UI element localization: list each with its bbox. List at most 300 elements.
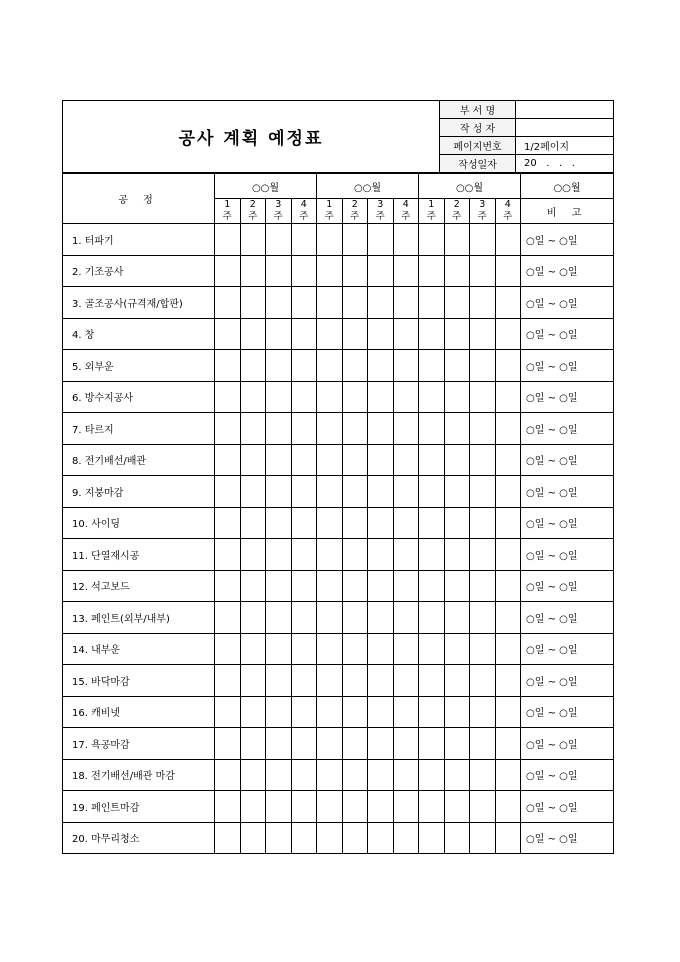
week-unit: 주 xyxy=(248,211,258,222)
week-cell[interactable] xyxy=(393,539,419,571)
task-note[interactable]: ○일 ~ ○일 xyxy=(521,413,614,445)
month-header: ○○월 xyxy=(317,173,419,199)
week-cell[interactable] xyxy=(393,822,419,854)
week-cell[interactable] xyxy=(291,507,317,539)
week-cell[interactable] xyxy=(317,255,343,287)
week-cell[interactable] xyxy=(444,728,470,760)
week-cell[interactable] xyxy=(419,728,445,760)
week-header xyxy=(495,199,521,224)
week-cell[interactable] xyxy=(368,287,394,319)
week-cell[interactable] xyxy=(495,224,521,256)
week-cell[interactable] xyxy=(368,570,394,602)
week-cell[interactable] xyxy=(317,602,343,634)
week-cell[interactable] xyxy=(368,791,394,823)
week-cell[interactable] xyxy=(470,507,496,539)
department-field[interactable] xyxy=(516,101,614,119)
task-note[interactable]: ○일 ~ ○일 xyxy=(521,255,614,287)
task-note[interactable]: ○일 ~ ○일 xyxy=(521,822,614,854)
week-cell[interactable] xyxy=(240,381,266,413)
page-number-label: 페이지번호 xyxy=(440,137,516,155)
week-cell[interactable] xyxy=(240,413,266,445)
week-cell[interactable] xyxy=(444,696,470,728)
table-row xyxy=(63,602,614,634)
week-cell[interactable] xyxy=(470,539,496,571)
table-row xyxy=(63,318,614,350)
week-cell[interactable] xyxy=(266,759,292,791)
week-cell[interactable] xyxy=(291,444,317,476)
week-cell[interactable] xyxy=(342,224,368,256)
page-number-field[interactable]: 1/2페이지 xyxy=(516,137,614,155)
week-cell[interactable] xyxy=(342,350,368,382)
week-cell[interactable] xyxy=(419,224,445,256)
week-cell[interactable] xyxy=(393,381,419,413)
week-cell[interactable] xyxy=(240,759,266,791)
week-cell[interactable] xyxy=(470,444,496,476)
week-cell[interactable] xyxy=(291,602,317,634)
week-cell[interactable] xyxy=(495,476,521,508)
week-cell[interactable] xyxy=(317,665,343,697)
week-cell[interactable] xyxy=(470,570,496,602)
week-cell[interactable] xyxy=(368,665,394,697)
week-header xyxy=(444,199,470,224)
week-cell[interactable] xyxy=(495,728,521,760)
week-cell[interactable] xyxy=(368,224,394,256)
table-row xyxy=(63,476,614,508)
week-cell[interactable] xyxy=(215,728,241,760)
week-header xyxy=(470,199,496,224)
week-cell[interactable] xyxy=(342,791,368,823)
week-cell[interactable] xyxy=(266,224,292,256)
week-cell[interactable] xyxy=(419,633,445,665)
week-cell[interactable] xyxy=(342,381,368,413)
week-cell[interactable] xyxy=(470,633,496,665)
week-cell[interactable] xyxy=(215,507,241,539)
week-cell[interactable] xyxy=(266,318,292,350)
week-cell[interactable] xyxy=(342,476,368,508)
week-cell[interactable] xyxy=(215,791,241,823)
week-cell[interactable] xyxy=(215,381,241,413)
week-cell[interactable] xyxy=(266,381,292,413)
week-cell[interactable] xyxy=(342,318,368,350)
week-cell[interactable] xyxy=(240,791,266,823)
table-row xyxy=(63,444,614,476)
week-cell[interactable] xyxy=(495,381,521,413)
task-note[interactable]: ○일 ~ ○일 xyxy=(521,476,614,508)
week-cell[interactable] xyxy=(240,318,266,350)
week-cell[interactable] xyxy=(470,791,496,823)
week-cell[interactable] xyxy=(444,444,470,476)
week-cell[interactable] xyxy=(240,255,266,287)
week-cell[interactable] xyxy=(317,476,343,508)
week-cell[interactable] xyxy=(495,822,521,854)
week-cell[interactable] xyxy=(444,665,470,697)
week-cell[interactable] xyxy=(291,696,317,728)
week-cell[interactable] xyxy=(393,728,419,760)
week-cell[interactable] xyxy=(393,507,419,539)
week-cell[interactable] xyxy=(419,381,445,413)
week-cell[interactable] xyxy=(240,444,266,476)
week-cell[interactable] xyxy=(317,350,343,382)
task-note[interactable]: ○일 ~ ○일 xyxy=(521,728,614,760)
week-cell[interactable] xyxy=(368,539,394,571)
week-unit: 주 xyxy=(401,211,411,222)
week-cell[interactable] xyxy=(266,791,292,823)
week-cell[interactable] xyxy=(342,444,368,476)
month-header: ○○월 xyxy=(419,173,521,199)
week-cell[interactable] xyxy=(317,728,343,760)
task-note[interactable]: ○일 ~ ○일 xyxy=(521,350,614,382)
week-cell[interactable] xyxy=(368,822,394,854)
week-cell[interactable] xyxy=(317,759,343,791)
task-note[interactable]: ○일 ~ ○일 xyxy=(521,570,614,602)
task-name: 4. 창 xyxy=(63,318,215,350)
week-cell[interactable] xyxy=(342,633,368,665)
week-cell[interactable] xyxy=(240,350,266,382)
week-cell[interactable] xyxy=(393,476,419,508)
week-cell[interactable] xyxy=(470,350,496,382)
week-cell[interactable] xyxy=(495,602,521,634)
week-cell[interactable] xyxy=(393,318,419,350)
week-cell[interactable] xyxy=(291,255,317,287)
week-cell[interactable] xyxy=(240,602,266,634)
week-cell[interactable] xyxy=(495,444,521,476)
table-row xyxy=(63,759,614,791)
week-cell[interactable] xyxy=(215,255,241,287)
week-cell[interactable] xyxy=(291,476,317,508)
week-cell[interactable] xyxy=(368,728,394,760)
week-number: 4 xyxy=(300,199,307,210)
week-cell[interactable] xyxy=(291,318,317,350)
week-cell[interactable] xyxy=(317,413,343,445)
task-note[interactable]: ○일 ~ ○일 xyxy=(521,224,614,256)
task-note[interactable]: ○일 ~ ○일 xyxy=(521,381,614,413)
week-cell[interactable] xyxy=(240,696,266,728)
week-cell[interactable] xyxy=(342,602,368,634)
task-note[interactable]: ○일 ~ ○일 xyxy=(521,602,614,634)
week-cell[interactable] xyxy=(495,665,521,697)
week-cell[interactable] xyxy=(495,759,521,791)
week-cell[interactable] xyxy=(444,822,470,854)
week-cell[interactable] xyxy=(291,791,317,823)
week-cell[interactable] xyxy=(215,696,241,728)
month-header: ○○월 xyxy=(215,173,317,199)
table-row xyxy=(63,633,614,665)
week-cell[interactable] xyxy=(444,791,470,823)
week-unit: 주 xyxy=(273,211,283,222)
week-cell[interactable] xyxy=(240,570,266,602)
task-name: 8. 전기배선/배관 xyxy=(63,444,215,476)
week-cell[interactable] xyxy=(393,665,419,697)
week-cell[interactable] xyxy=(317,318,343,350)
week-cell[interactable] xyxy=(215,350,241,382)
week-cell[interactable] xyxy=(266,539,292,571)
week-cell[interactable] xyxy=(495,539,521,571)
week-cell[interactable] xyxy=(368,350,394,382)
week-cell[interactable] xyxy=(215,224,241,256)
table-row xyxy=(63,413,614,445)
week-cell[interactable] xyxy=(215,665,241,697)
week-cell[interactable] xyxy=(215,287,241,319)
week-unit: 주 xyxy=(222,211,232,222)
week-cell[interactable] xyxy=(419,507,445,539)
week-cell[interactable] xyxy=(266,570,292,602)
week-number: 1 xyxy=(428,199,435,210)
task-note[interactable]: ○일 ~ ○일 xyxy=(521,633,614,665)
week-cell[interactable] xyxy=(291,822,317,854)
date-field[interactable]: 20 . . . xyxy=(516,155,614,173)
week-cell[interactable] xyxy=(266,602,292,634)
week-cell[interactable] xyxy=(240,476,266,508)
week-cell[interactable] xyxy=(470,822,496,854)
week-cell[interactable] xyxy=(266,507,292,539)
week-cell[interactable] xyxy=(444,476,470,508)
week-cell[interactable] xyxy=(215,602,241,634)
week-cell[interactable] xyxy=(215,570,241,602)
week-cell[interactable] xyxy=(444,413,470,445)
week-cell[interactable] xyxy=(342,822,368,854)
week-cell[interactable] xyxy=(342,413,368,445)
week-cell[interactable] xyxy=(368,507,394,539)
week-cell[interactable] xyxy=(470,602,496,634)
week-cell[interactable] xyxy=(495,507,521,539)
week-cell[interactable] xyxy=(368,476,394,508)
week-cell[interactable] xyxy=(240,665,266,697)
week-cell[interactable] xyxy=(317,696,343,728)
task-note[interactable]: ○일 ~ ○일 xyxy=(521,444,614,476)
week-cell[interactable] xyxy=(419,791,445,823)
week-cell[interactable] xyxy=(240,633,266,665)
week-cell[interactable] xyxy=(240,822,266,854)
week-cell[interactable] xyxy=(342,665,368,697)
week-cell[interactable] xyxy=(342,507,368,539)
week-cell[interactable] xyxy=(444,759,470,791)
week-cell[interactable] xyxy=(266,413,292,445)
week-cell[interactable] xyxy=(266,350,292,382)
week-cell[interactable] xyxy=(495,791,521,823)
week-cell[interactable] xyxy=(240,507,266,539)
week-cell[interactable] xyxy=(470,696,496,728)
week-cell[interactable] xyxy=(470,413,496,445)
week-cell[interactable] xyxy=(495,696,521,728)
week-cell[interactable] xyxy=(444,507,470,539)
week-cell[interactable] xyxy=(317,822,343,854)
week-cell[interactable] xyxy=(317,444,343,476)
week-cell[interactable] xyxy=(419,255,445,287)
week-cell[interactable] xyxy=(317,287,343,319)
week-cell[interactable] xyxy=(368,759,394,791)
week-cell[interactable] xyxy=(419,570,445,602)
week-cell[interactable] xyxy=(444,287,470,319)
week-cell[interactable] xyxy=(342,287,368,319)
week-cell[interactable] xyxy=(368,444,394,476)
week-cell[interactable] xyxy=(215,413,241,445)
week-cell[interactable] xyxy=(419,602,445,634)
week-cell[interactable] xyxy=(444,539,470,571)
week-cell[interactable] xyxy=(266,822,292,854)
week-cell[interactable] xyxy=(393,413,419,445)
week-cell[interactable] xyxy=(470,318,496,350)
task-note[interactable]: ○일 ~ ○일 xyxy=(521,791,614,823)
week-cell[interactable] xyxy=(291,728,317,760)
week-cell[interactable] xyxy=(393,570,419,602)
week-cell[interactable] xyxy=(393,350,419,382)
week-cell[interactable] xyxy=(215,633,241,665)
week-cell[interactable] xyxy=(317,224,343,256)
week-cell[interactable] xyxy=(419,822,445,854)
week-number: 1 xyxy=(224,199,231,210)
week-cell[interactable] xyxy=(291,539,317,571)
week-cell[interactable] xyxy=(368,633,394,665)
week-cell[interactable] xyxy=(266,728,292,760)
week-cell[interactable] xyxy=(215,476,241,508)
week-cell[interactable] xyxy=(368,413,394,445)
week-cell[interactable] xyxy=(444,318,470,350)
week-cell[interactable] xyxy=(393,255,419,287)
week-cell[interactable] xyxy=(393,602,419,634)
week-cell[interactable] xyxy=(368,696,394,728)
week-cell[interactable] xyxy=(291,413,317,445)
week-header xyxy=(240,199,266,224)
week-cell[interactable] xyxy=(444,602,470,634)
week-cell[interactable] xyxy=(419,696,445,728)
week-cell[interactable] xyxy=(291,665,317,697)
task-note[interactable]: ○일 ~ ○일 xyxy=(521,665,614,697)
week-cell[interactable] xyxy=(291,287,317,319)
table-row xyxy=(63,350,614,382)
week-cell[interactable] xyxy=(368,318,394,350)
week-cell[interactable] xyxy=(240,224,266,256)
week-cell[interactable] xyxy=(393,759,419,791)
week-cell[interactable] xyxy=(444,255,470,287)
author-field[interactable] xyxy=(516,119,614,137)
week-cell[interactable] xyxy=(317,381,343,413)
week-cell[interactable] xyxy=(444,224,470,256)
week-cell[interactable] xyxy=(419,665,445,697)
week-cell[interactable] xyxy=(317,507,343,539)
week-cell[interactable] xyxy=(419,287,445,319)
week-cell[interactable] xyxy=(266,287,292,319)
week-cell[interactable] xyxy=(368,381,394,413)
week-cell[interactable] xyxy=(266,444,292,476)
week-cell[interactable] xyxy=(342,728,368,760)
week-cell[interactable] xyxy=(470,728,496,760)
task-note[interactable]: ○일 ~ ○일 xyxy=(521,696,614,728)
task-name: 2. 기조공사 xyxy=(63,255,215,287)
week-cell[interactable] xyxy=(419,444,445,476)
week-number: 2 xyxy=(249,199,256,210)
task-note[interactable]: ○일 ~ ○일 xyxy=(521,318,614,350)
week-cell[interactable] xyxy=(393,444,419,476)
task-name: 12. 석고보드 xyxy=(63,570,215,602)
task-note[interactable]: ○일 ~ ○일 xyxy=(521,539,614,571)
week-cell[interactable] xyxy=(266,665,292,697)
table-row xyxy=(63,822,614,854)
week-cell[interactable] xyxy=(240,728,266,760)
week-cell[interactable] xyxy=(470,224,496,256)
week-cell[interactable] xyxy=(495,255,521,287)
week-cell[interactable] xyxy=(317,633,343,665)
week-cell[interactable] xyxy=(291,224,317,256)
week-cell[interactable] xyxy=(495,318,521,350)
week-cell[interactable] xyxy=(470,381,496,413)
task-note[interactable]: ○일 ~ ○일 xyxy=(521,507,614,539)
week-cell[interactable] xyxy=(368,602,394,634)
week-cell[interactable] xyxy=(266,633,292,665)
week-header xyxy=(266,199,292,224)
week-cell[interactable] xyxy=(419,318,445,350)
week-cell[interactable] xyxy=(419,350,445,382)
week-cell[interactable] xyxy=(495,633,521,665)
week-cell[interactable] xyxy=(317,791,343,823)
week-cell[interactable] xyxy=(266,255,292,287)
week-cell[interactable] xyxy=(393,791,419,823)
week-cell[interactable] xyxy=(291,570,317,602)
week-cell[interactable] xyxy=(495,413,521,445)
week-cell[interactable] xyxy=(470,476,496,508)
table-row xyxy=(63,381,614,413)
week-cell[interactable] xyxy=(393,287,419,319)
week-cell[interactable] xyxy=(495,287,521,319)
week-cell[interactable] xyxy=(419,476,445,508)
week-cell[interactable] xyxy=(393,633,419,665)
week-cell[interactable] xyxy=(317,570,343,602)
week-unit: 주 xyxy=(477,211,487,222)
week-cell[interactable] xyxy=(444,570,470,602)
week-cell[interactable] xyxy=(266,476,292,508)
week-cell[interactable] xyxy=(470,255,496,287)
week-cell[interactable] xyxy=(291,350,317,382)
week-cell[interactable] xyxy=(495,350,521,382)
week-cell[interactable] xyxy=(291,633,317,665)
task-name: 14. 내부운 xyxy=(63,633,215,665)
week-cell[interactable] xyxy=(342,570,368,602)
week-cell[interactable] xyxy=(342,759,368,791)
week-cell[interactable] xyxy=(215,822,241,854)
week-cell[interactable] xyxy=(419,759,445,791)
week-cell[interactable] xyxy=(393,224,419,256)
week-cell[interactable] xyxy=(393,696,419,728)
week-cell[interactable] xyxy=(266,696,292,728)
week-cell[interactable] xyxy=(444,350,470,382)
week-cell[interactable] xyxy=(470,287,496,319)
week-cell[interactable] xyxy=(317,539,343,571)
week-number: 4 xyxy=(402,199,409,210)
week-cell[interactable] xyxy=(291,759,317,791)
week-cell[interactable] xyxy=(342,255,368,287)
week-cell[interactable] xyxy=(215,759,241,791)
week-cell[interactable] xyxy=(291,381,317,413)
week-cell[interactable] xyxy=(240,539,266,571)
week-cell[interactable] xyxy=(444,381,470,413)
week-cell[interactable] xyxy=(215,539,241,571)
task-note[interactable]: ○일 ~ ○일 xyxy=(521,287,614,319)
month-header-row xyxy=(63,173,614,199)
week-cell[interactable] xyxy=(215,444,241,476)
week-cell[interactable] xyxy=(470,759,496,791)
week-cell[interactable] xyxy=(368,255,394,287)
task-note[interactable]: ○일 ~ ○일 xyxy=(521,759,614,791)
week-cell[interactable] xyxy=(419,539,445,571)
week-cell[interactable] xyxy=(444,633,470,665)
week-cell[interactable] xyxy=(470,665,496,697)
week-cell[interactable] xyxy=(495,570,521,602)
week-cell[interactable] xyxy=(240,287,266,319)
week-unit: 주 xyxy=(299,211,309,222)
week-cell[interactable] xyxy=(215,318,241,350)
week-cell[interactable] xyxy=(419,413,445,445)
week-cell[interactable] xyxy=(342,539,368,571)
week-cell[interactable] xyxy=(342,696,368,728)
